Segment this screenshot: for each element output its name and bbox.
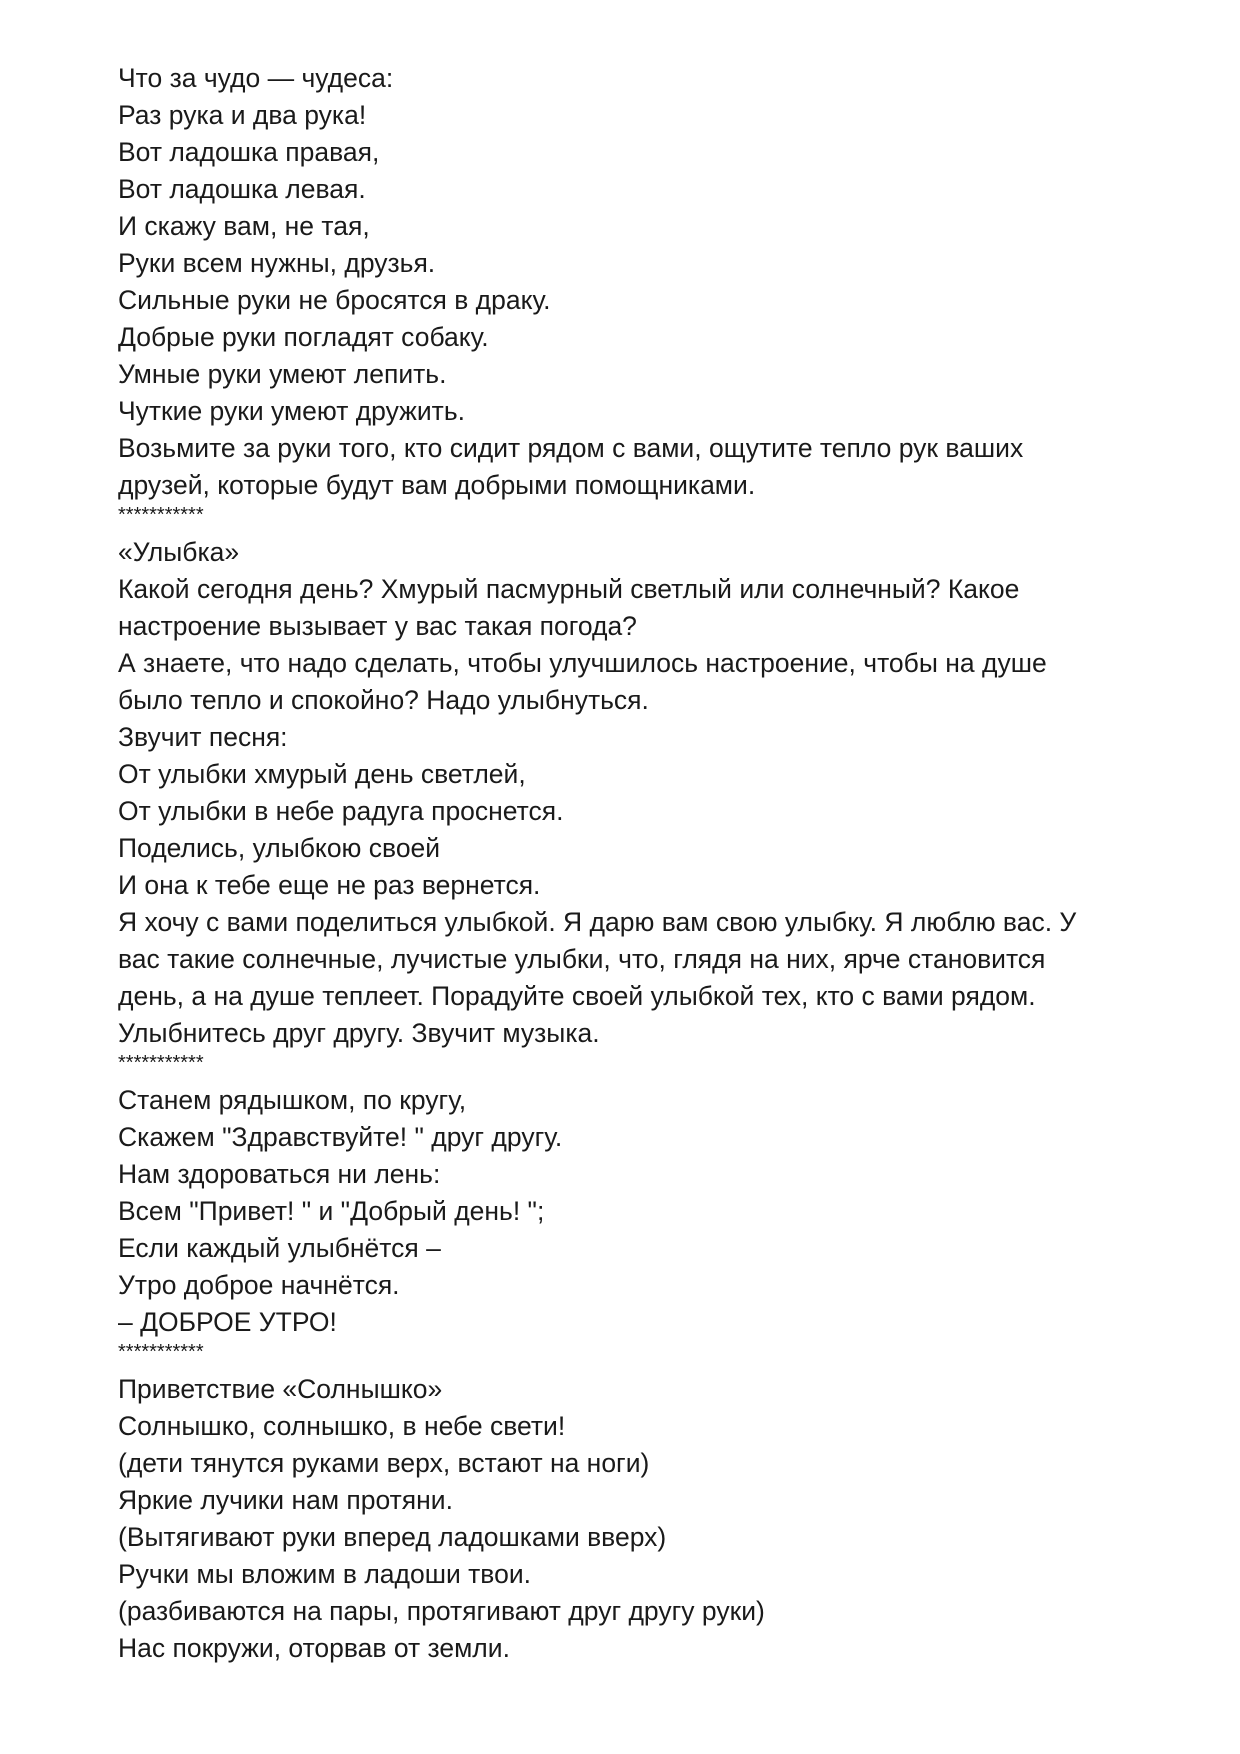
text-line: Раз рука и два рука! bbox=[118, 100, 367, 130]
section-separator: *********** bbox=[118, 1341, 204, 1363]
poem-greeting bbox=[118, 1082, 1158, 1341]
text-line: Вот ладошка правая, bbox=[118, 137, 380, 167]
text-line: Ручки мы вложим в ладоши твои. bbox=[118, 1559, 531, 1589]
text-line: настроение вызывает у вас такая погода? bbox=[118, 611, 637, 641]
text-line: И она к тебе еще не раз вернется. bbox=[118, 870, 541, 900]
text-line: От улыбки хмурый день светлей, bbox=[118, 759, 526, 789]
text-line: Станем рядышком, по кругу, bbox=[118, 1085, 467, 1115]
text-line: Какой сегодня день? Хмурый пасмурный светлый или солнечный? Какое bbox=[118, 574, 1020, 604]
text-line: (Вытягивают руки вперед ладошками вверх) bbox=[118, 1522, 667, 1552]
text-line: Улыбнитесь друг другу. Звучит музыка. bbox=[118, 1018, 600, 1048]
text-line: Нас покружи, оторвав от земли. bbox=[118, 1633, 510, 1663]
text-line: А знаете, что надо сделать, чтобы улучшилось настроение, чтобы на душе bbox=[118, 648, 1047, 678]
section-separator: *********** bbox=[118, 1052, 204, 1074]
text-line: Утро доброе начнётся. bbox=[118, 1270, 400, 1300]
section-separator: *********** bbox=[118, 504, 204, 526]
text-line: Добрые руки погладят собаку. bbox=[118, 322, 489, 352]
section-title: «Улыбка» bbox=[118, 537, 240, 567]
text-line: Нам здороваться ни лень: bbox=[118, 1159, 441, 1189]
text-line: Поделись, улыбкою своей bbox=[118, 833, 441, 863]
text-line: Чуткие руки умеют дружить. bbox=[118, 396, 465, 426]
text-line: было тепло и спокойно? Надо улыбнуться. bbox=[118, 685, 649, 715]
poem-hands bbox=[118, 60, 1158, 504]
text-line: Сильные руки не бросятся в драку. bbox=[118, 285, 551, 315]
text-line: Если каждый улыбнётся – bbox=[118, 1233, 441, 1263]
text-line: И скажу вам, не тая, bbox=[118, 211, 370, 241]
text-line: (дети тянутся руками верх, встают на ноги) bbox=[118, 1448, 650, 1478]
text-line: Звучит песня: bbox=[118, 722, 288, 752]
text-line: день, а на душе теплеет. Порадуйте своей улыбкой тех, кто с вами рядом. bbox=[118, 981, 1036, 1011]
section-title: Приветствие «Солнышко» bbox=[118, 1374, 443, 1404]
text-line: Яркие лучики нам протяни. bbox=[118, 1485, 453, 1515]
text-line: Всем "Привет! " и "Добрый день! "; bbox=[118, 1196, 545, 1226]
text-line: (разбиваются на пары, протягивают друг другу руки) bbox=[118, 1596, 765, 1626]
text-line: Возьмите за руки того, кто сидит рядом с вами, ощутите тепло рук ваших bbox=[118, 433, 1024, 463]
text-line: Что за чудо — чудеса: bbox=[118, 63, 394, 93]
text-line: От улыбки в небе радуга проснется. bbox=[118, 796, 564, 826]
text-line: Солнышко, солнышко, в небе свети! bbox=[118, 1411, 566, 1441]
text-line: Умные руки умеют лепить. bbox=[118, 359, 447, 389]
document-page bbox=[118, 60, 1158, 1667]
text-line: Скажем "Здравствуйте! " друг другу. bbox=[118, 1122, 563, 1152]
text-line: Руки всем нужны, друзья. bbox=[118, 248, 436, 278]
text-line: Вот ладошка левая. bbox=[118, 174, 366, 204]
text-line: Я хочу с вами поделиться улыбкой. Я дарю вам свою улыбку. Я люблю вас. У bbox=[118, 907, 1077, 937]
text-line: вас такие солнечные, лучистые улыбки, что, глядя на них, ярче становится bbox=[118, 944, 1046, 974]
text-line: – ДОБРОЕ УТРО! bbox=[118, 1307, 337, 1337]
section-sun-greeting bbox=[118, 1371, 1158, 1667]
text-line: друзей, которые будут вам добрыми помощниками. bbox=[118, 470, 756, 500]
section-smile bbox=[118, 534, 1158, 1052]
